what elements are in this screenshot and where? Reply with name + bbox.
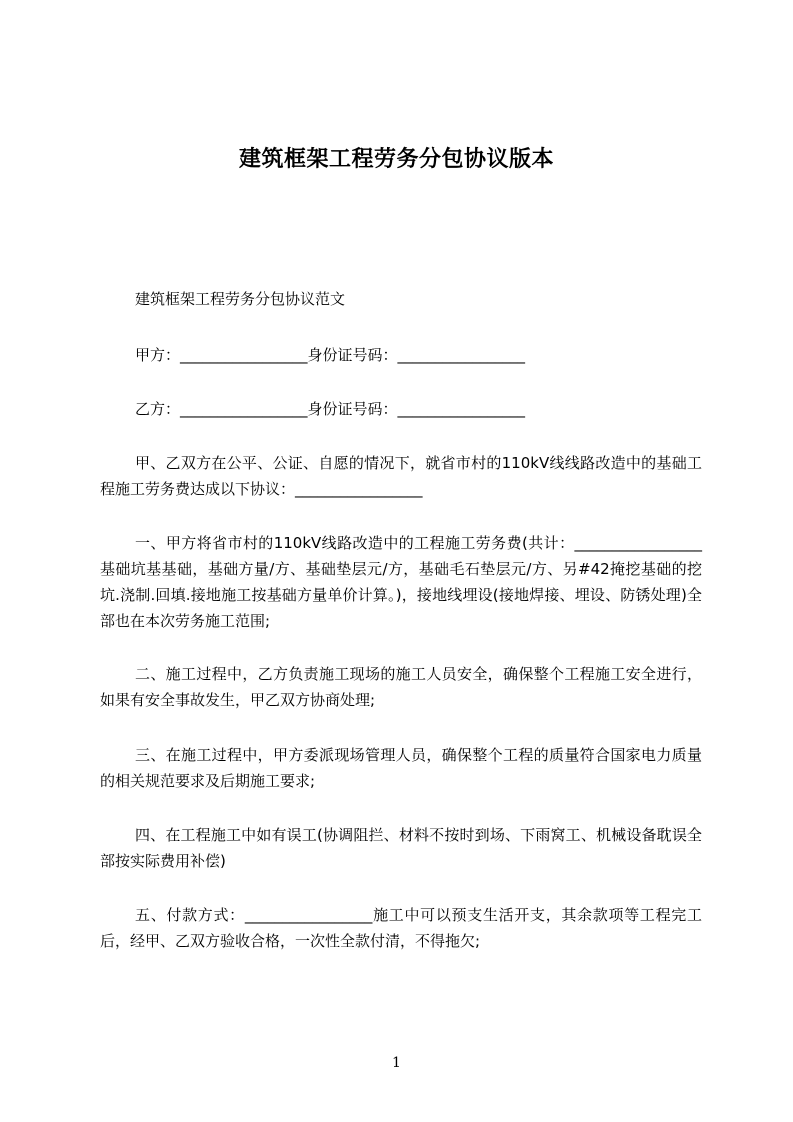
document-title: 建筑框架工程劳务分包协议版本 [238,147,554,172]
clause-5: 五、付款方式：_________________施工中可以预支生活开支，其余款项等工程完工后，经甲、乙双方验收合格，一次性全款付清，不得拖欠; [100,906,702,950]
clause-1: 一、甲方将省市村的110kV线路改造中的工程施工劳务费(共计：_________________基础坑基基础，基础方量/方、基础垫层元/方，基础毛石垫层元/方、另#42掩挖基础的挖坑.浇制.回填.接地施工按基础方量单价计算。)，接地线埋设(接地焊接、埋设、防锈处理)全部也在本次劳务施工范围; [100,534,702,630]
intro-paragraph: 甲、乙双方在公平、公证、自愿的情况下，就省市村的110kV线线路改造中的基础工程施工劳务费达成以下协议：_________________ [100,454,702,498]
party-b-line: 乙方：_________________身份证号码：_________________ [135,400,526,418]
party-a-line: 甲方：_________________身份证号码：_________________ [135,346,526,364]
document-subtitle: 建筑框架工程劳务分包协议范文 [135,290,346,308]
clause-2: 二、施工过程中，乙方负责施工现场的施工人员安全，确保整个工程施工安全进行，如果有安全事故发生，甲乙双方协商处理; [100,665,702,709]
page-number: 1 [392,1055,401,1071]
clause-3: 三、在施工过程中，甲方委派现场管理人员，确保整个工程的质量符合国家电力质量的相关规范要求及后期施工要求; [100,746,702,790]
clause-4: 四、在工程施工中如有误工(协调阻拦、材料不按时到场、下雨窝工、机械设备耽误全部按实际费用补偿) [100,826,702,870]
